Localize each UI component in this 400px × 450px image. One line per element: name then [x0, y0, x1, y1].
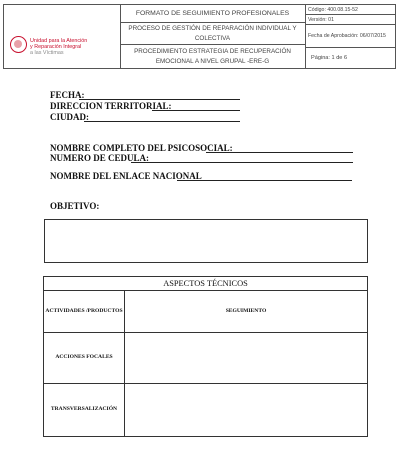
direccion-label: DIRECCION TERRITORIAL: — [50, 101, 172, 111]
transversalizacion-seguimiento[interactable] — [125, 384, 367, 436]
document-code: Código: 400.08.15-52 — [305, 5, 395, 15]
seguimiento-header: SEGUIMIENTO — [225, 307, 267, 314]
brand-line-1: Unidad para la Atención — [30, 38, 88, 44]
procedure-title: PROCEDIMIENTO ESTRATEGIA DE RECUPERACIÓN EMOCIONAL A NIVEL GRUPAL -ERE-G — [134, 48, 291, 65]
header-titles — [120, 5, 306, 68]
enlace-line[interactable] — [177, 180, 352, 181]
brand-line-2: y Reparación Integral — [30, 44, 82, 51]
objetivo-box[interactable] — [44, 219, 368, 263]
process-title: PROCESO DE GESTIÓN DE REPARACIÓN INDIVIDUAL Y COLECTIVA — [120, 23, 305, 45]
brand-logo — [30, 38, 120, 57]
colombia-seal-icon — [10, 36, 27, 53]
aspectos-tecnicos-table — [43, 276, 368, 437]
format-title: FORMATO DE SEGUIMIENTO PROFESIONALES — [120, 5, 305, 23]
header-meta — [305, 5, 395, 68]
direccion-line[interactable] — [152, 110, 240, 111]
enlace-label: NOMBRE DEL ENLACE NACIONAL — [50, 171, 202, 181]
fecha-line[interactable] — [79, 99, 240, 100]
document-version: Versión: 01 — [305, 15, 395, 25]
logo-cell — [4, 5, 121, 68]
psicosocial-label: NOMBRE COMPLETO DEL PSICOSOCIAL: — [50, 143, 233, 153]
page-number: Página: 1 de 6 — [311, 55, 348, 61]
fecha-label: FECHA: — [50, 90, 85, 100]
ciudad-label: CIUDAD: — [50, 112, 89, 122]
psicosocial-line[interactable] — [206, 152, 353, 153]
acciones-focales-label: ACCIONES FOCALES — [55, 354, 113, 361]
cedula-label: NUMERO DE CEDULA: — [50, 153, 149, 163]
acciones-focales-seguimiento[interactable] — [125, 333, 367, 383]
document-header — [3, 4, 396, 69]
objetivo-label: OBJETIVO: — [50, 201, 100, 211]
cedula-line[interactable] — [131, 162, 353, 163]
aspectos-title: ASPECTOS TÉCNICOS — [44, 277, 367, 291]
brand-line-3: a las Víctimas — [30, 50, 64, 57]
ciudad-line[interactable] — [84, 121, 240, 122]
transversalizacion-label: TRANSVERSALIZACIÓN — [50, 406, 118, 413]
actividades-header: ACTIVIDADES /PRODUCTOS — [45, 307, 123, 314]
approval-date: Fecha de Aprobación: 06/07/2015 — [305, 25, 395, 48]
